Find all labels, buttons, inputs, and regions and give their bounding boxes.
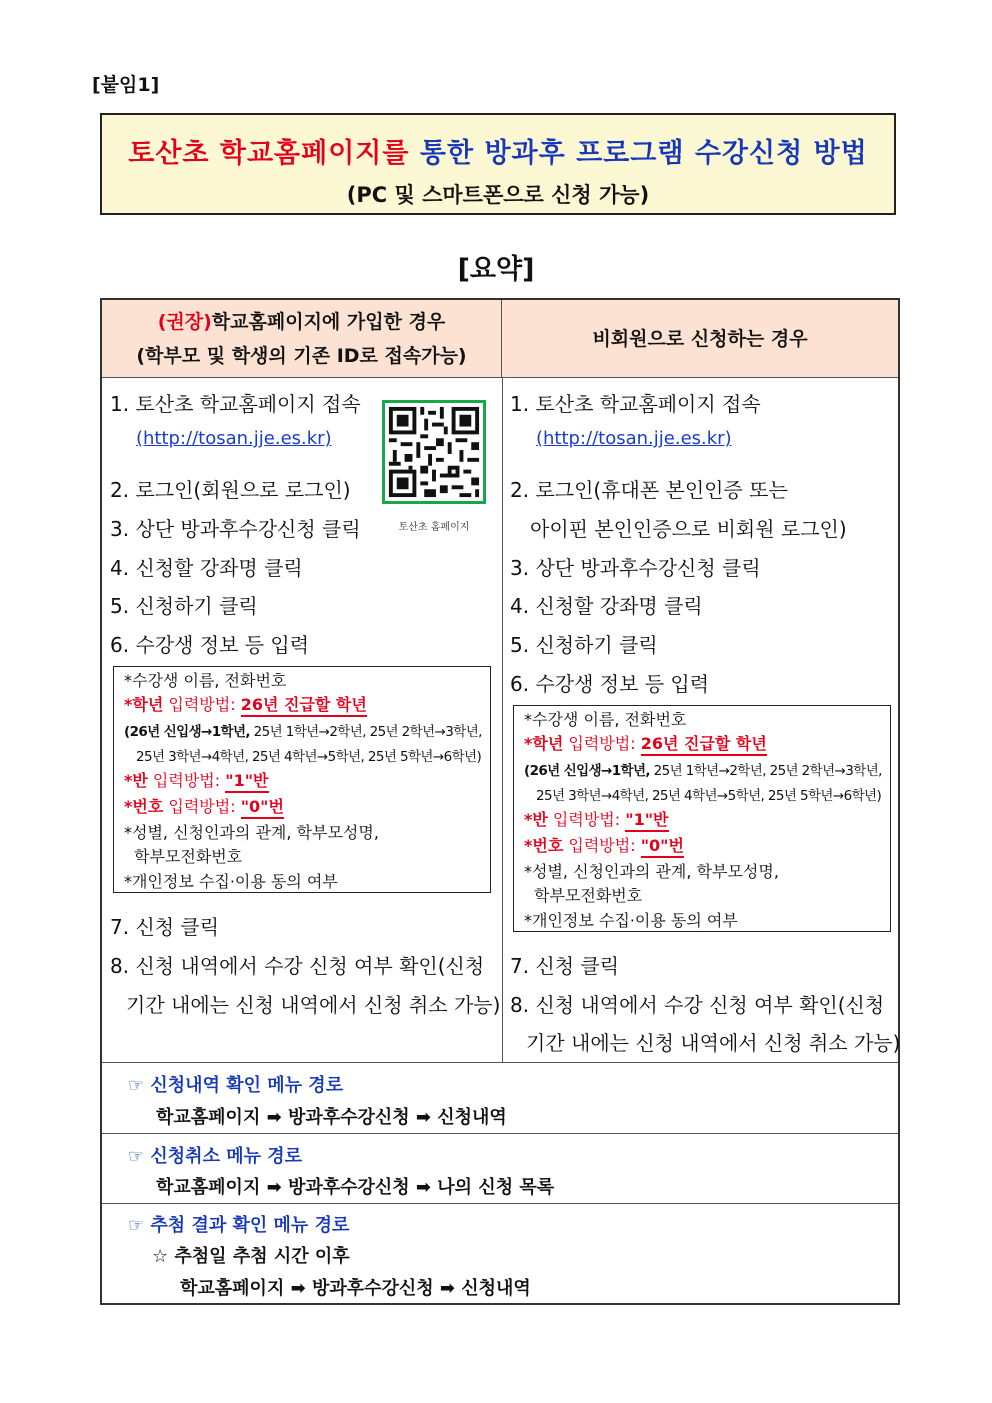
page-title bbox=[102, 131, 894, 170]
title-highlight: 토산초 학교홈페이지를 bbox=[128, 138, 410, 169]
section-heading: ☞ 신청내역 확인 메뉴 경로 bbox=[128, 1075, 344, 1096]
attachment-label: [붙임1] bbox=[92, 74, 160, 96]
right-step-8-line-1: 8. 신청 내역에서 수강 신청 여부 확인(신청 bbox=[510, 993, 885, 1017]
info-misc-2: 학부모전화번호 bbox=[534, 886, 643, 905]
left-step-8-line-2: 기간 내에는 신청 내역에서 신청 취소 가능) bbox=[126, 993, 501, 1017]
section-heading: ☞ 추첨 결과 확인 메뉴 경로 bbox=[128, 1215, 350, 1236]
left-step-7: 7. 신청 클릭 bbox=[110, 915, 220, 939]
right-homepage-link[interactable]: (http://tosan.jje.es.kr) bbox=[536, 428, 732, 449]
summary-table bbox=[100, 298, 900, 1305]
left-step-4: 4. 신청할 강좌명 클릭 bbox=[110, 556, 303, 580]
right-step-1: 1. 토산초 학교홈페이지 접속 bbox=[510, 392, 761, 416]
qr-caption: 토산초 홈페이지 bbox=[398, 522, 470, 533]
title-rest: 통한 방과후 프로그램 수강신청 방법 bbox=[419, 138, 868, 169]
column-divider bbox=[502, 378, 503, 1062]
info-class: *반 입력방법: "1"반 bbox=[124, 768, 269, 791]
left-step-2: 2. 로그인(회원으로 로그인) bbox=[110, 478, 351, 502]
info-grade-detail-2: 25년 3학년→4학년, 25년 4학년→5학년, 25년 5학년→6학년) bbox=[136, 749, 482, 765]
info-number: *번호 입력방법: "0"번 bbox=[524, 833, 684, 856]
menu-path: 학교홈페이지 ➡ 방과후수강신청 ➡ 나의 신청 목록 bbox=[156, 1177, 555, 1198]
left-info-box bbox=[113, 666, 491, 893]
info-name-phone: *수강생 이름, 전화번호 bbox=[524, 710, 687, 729]
section-heading: ☞ 신청취소 메뉴 경로 bbox=[128, 1146, 303, 1167]
right-step-7: 7. 신청 클릭 bbox=[510, 954, 620, 978]
info-grade: *학년 입력방법: 26년 진급할 학년 bbox=[124, 692, 367, 715]
left-step-5: 5. 신청하기 클릭 bbox=[110, 594, 258, 618]
right-step-3: 3. 상단 방과후수강신청 클릭 bbox=[510, 556, 761, 580]
right-column-header bbox=[502, 300, 898, 378]
section-application-history bbox=[102, 1062, 898, 1133]
left-homepage-link[interactable]: (http://tosan.jje.es.kr) bbox=[136, 428, 332, 449]
right-step-4: 4. 신청할 강좌명 클릭 bbox=[510, 594, 703, 618]
left-step-6: 6. 수강생 정보 등 입력 bbox=[110, 633, 310, 657]
info-grade: *학년 입력방법: 26년 진급할 학년 bbox=[524, 731, 767, 754]
section-cancel bbox=[102, 1133, 898, 1203]
right-step-5: 5. 신청하기 클릭 bbox=[510, 633, 658, 657]
recommended-tag: (권장) bbox=[157, 310, 212, 333]
summary-heading: [요약] bbox=[457, 254, 535, 285]
info-misc-2: 학부모전화번호 bbox=[134, 847, 243, 866]
info-misc-1: *성별, 신청인과의 관계, 학부모성명, bbox=[524, 862, 779, 881]
right-step-8-line-2: 기간 내에는 신청 내역에서 신청 취소 가능) bbox=[526, 1031, 901, 1055]
lottery-note: ☆ 추첨일 추첨 시간 이후 bbox=[152, 1246, 350, 1267]
info-number: *번호 입력방법: "0"번 bbox=[124, 794, 284, 817]
right-step-2-line-1: 2. 로그인(휴대폰 본인인증 또는 bbox=[510, 478, 788, 502]
left-header-subtext: (학부모 및 학생의 기존 ID로 접속가능) bbox=[136, 344, 467, 367]
info-name-phone: *수강생 이름, 전화번호 bbox=[124, 671, 287, 690]
right-step-2-line-2: 아이핀 본인인증으로 비회원 로그인) bbox=[530, 517, 847, 541]
left-step-3: 3. 상단 방과후수강신청 클릭 bbox=[110, 517, 361, 541]
title-box bbox=[100, 113, 896, 215]
info-grade-detail-2: 25년 3학년→4학년, 25년 4학년→5학년, 25년 5학년→6학년) bbox=[536, 788, 882, 804]
menu-path: 학교홈페이지 ➡ 방과후수강신청 ➡ 신청내역 bbox=[156, 1107, 507, 1128]
menu-path: 학교홈페이지 ➡ 방과후수강신청 ➡ 신청내역 bbox=[180, 1278, 531, 1299]
info-grade-detail-1: (26년 신입생→1학년, 25년 1학년→2학년, 25년 2학년→3학년, bbox=[524, 763, 882, 779]
right-step-6: 6. 수강생 정보 등 입력 bbox=[510, 672, 710, 696]
section-lottery-result bbox=[102, 1203, 898, 1303]
left-step-1: 1. 토산초 학교홈페이지 접속 bbox=[110, 392, 361, 416]
info-misc-1: *성별, 신청인과의 관계, 학부모성명, bbox=[124, 823, 379, 842]
left-step-8-line-1: 8. 신청 내역에서 수강 신청 여부 확인(신청 bbox=[110, 954, 485, 978]
qr-code[interactable] bbox=[382, 400, 486, 504]
left-header-text: 학교홈페이지에 가입한 경우 bbox=[211, 310, 446, 333]
right-info-box bbox=[513, 705, 891, 932]
info-grade-detail-1: (26년 신입생→1학년, 25년 1학년→2학년, 25년 2학년→3학년, bbox=[124, 724, 482, 740]
info-privacy: *개인정보 수집·이용 동의 여부 bbox=[524, 911, 738, 930]
page-subtitle: (PC 및 스마트폰으로 신청 가능) bbox=[346, 183, 650, 207]
info-privacy: *개인정보 수집·이용 동의 여부 bbox=[124, 872, 338, 891]
right-header-text: 비회원으로 신청하는 경우 bbox=[592, 327, 808, 350]
info-class: *반 입력방법: "1"반 bbox=[524, 807, 669, 830]
left-column-header bbox=[102, 300, 502, 378]
